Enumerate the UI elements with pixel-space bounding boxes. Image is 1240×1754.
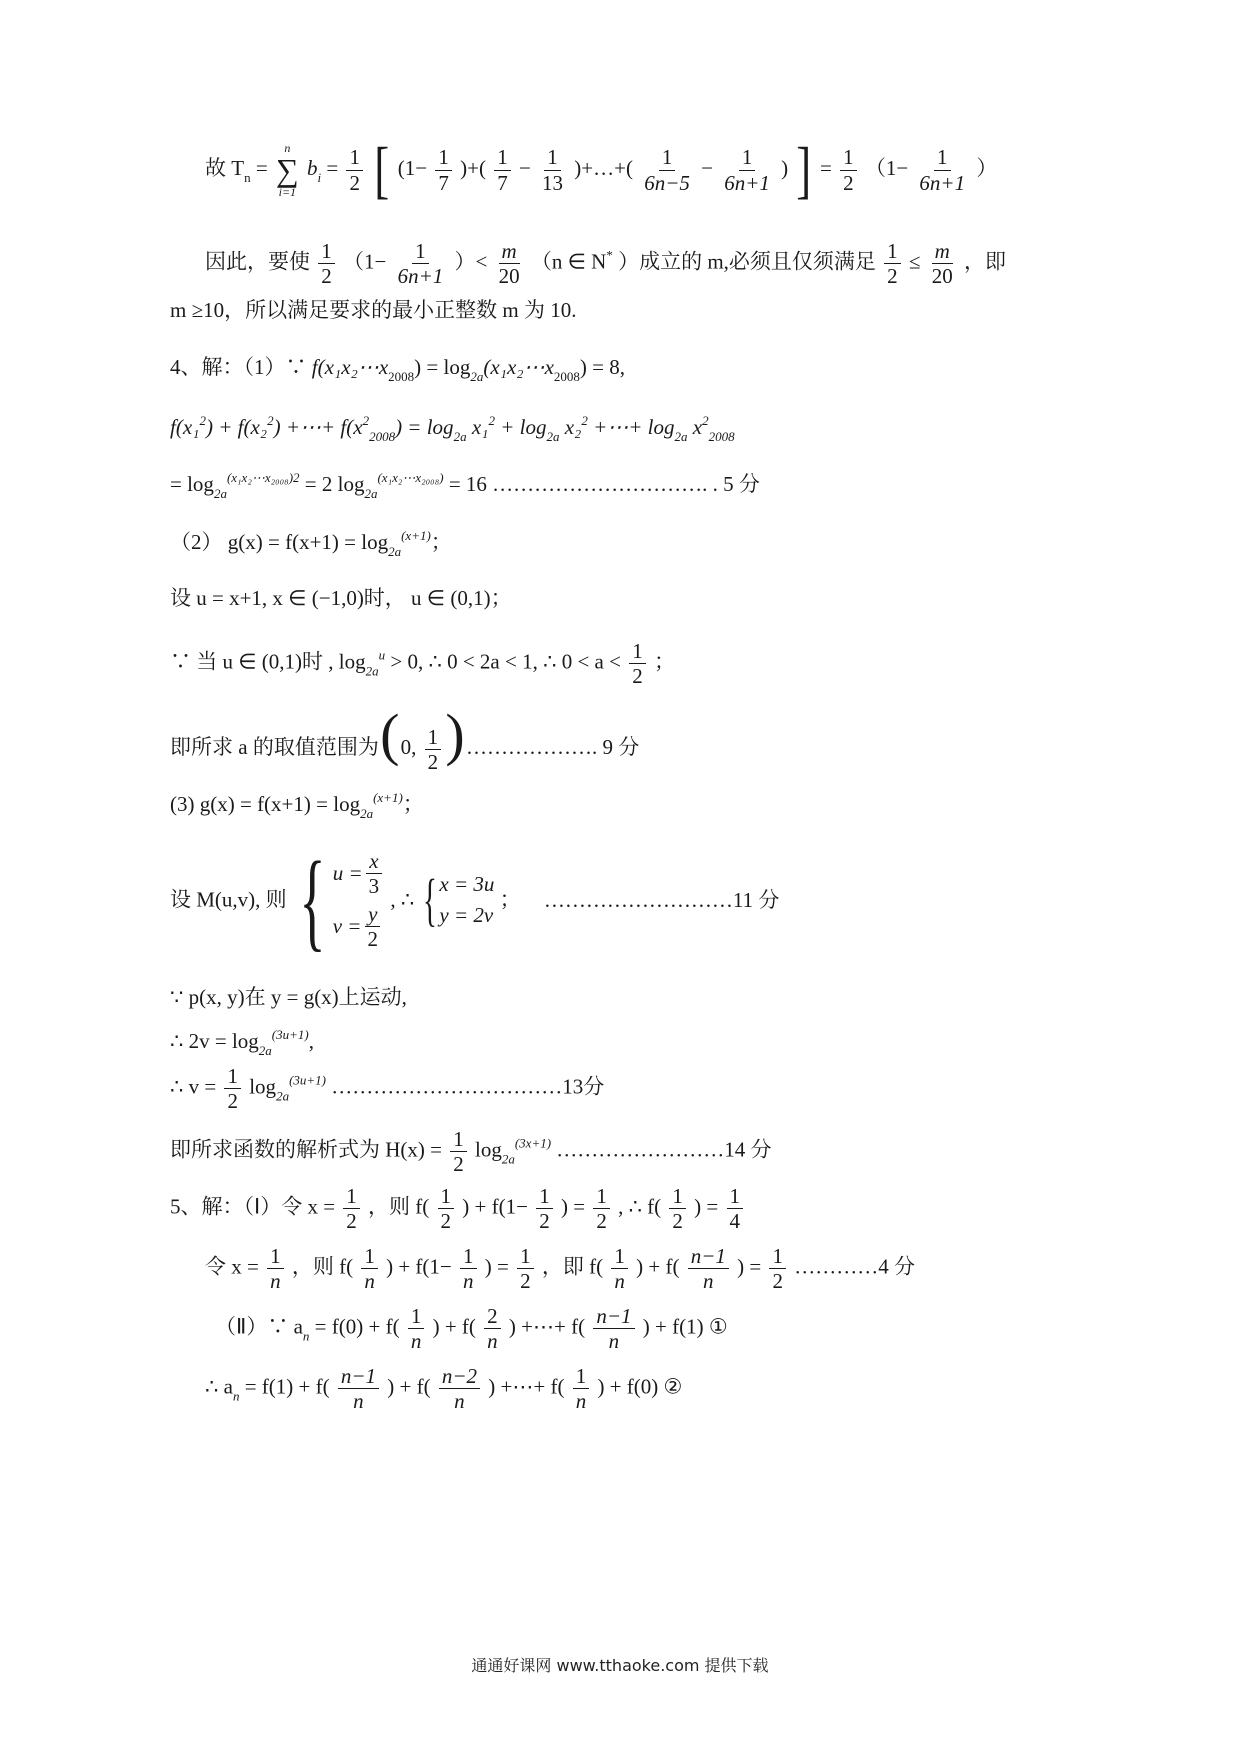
text: ) + f(1−	[462, 1194, 528, 1219]
problem-5-general	[205, 1245, 915, 1292]
text: =	[819, 155, 832, 180]
text: (3) g(x) = f(x+1) = log	[170, 792, 361, 816]
num: 1	[884, 240, 901, 264]
den: n	[703, 1269, 714, 1294]
den: 6n+1	[919, 170, 966, 195]
subscript: 2a	[470, 369, 484, 384]
superscript: (x+1)	[401, 528, 431, 543]
subscript: 2008	[369, 429, 396, 444]
den: 20	[498, 264, 520, 289]
text: 4、解：（1）∵	[170, 355, 312, 379]
score-marker: …………4 分	[794, 1254, 915, 1279]
text: (x₁x₂⋯x	[483, 355, 554, 379]
num: n−1	[338, 1365, 379, 1389]
superscript: 2	[702, 413, 709, 428]
system-row	[333, 850, 385, 897]
den: 2	[346, 1209, 357, 1234]
fraction	[840, 146, 857, 193]
num: 1	[536, 1185, 553, 1209]
num: 1	[544, 146, 561, 170]
text: ，则 f(	[291, 1254, 354, 1279]
den: n	[454, 1389, 465, 1414]
fraction	[593, 1305, 634, 1352]
fraction	[611, 1245, 628, 1292]
superscript: 2	[362, 413, 370, 428]
text: ；	[430, 530, 452, 554]
score-marker: ……………………………13分	[331, 1074, 605, 1099]
problem-4-result	[170, 470, 760, 502]
superscript: (3x+1)	[514, 1135, 552, 1151]
problem-4-sum	[170, 413, 735, 445]
fraction	[629, 640, 646, 687]
text: ）	[976, 155, 998, 180]
fraction	[517, 1245, 534, 1292]
text: ) = log	[395, 415, 454, 439]
range-derivation	[170, 640, 675, 687]
text: )+(	[460, 155, 486, 180]
num: n−1	[593, 1305, 634, 1329]
num: 1	[224, 1065, 241, 1089]
text: ∴ 2v = log	[170, 1029, 259, 1053]
range-result	[170, 702, 640, 774]
system-2	[420, 867, 495, 933]
fraction	[688, 1245, 729, 1292]
text: ；	[402, 792, 424, 816]
text: ,	[308, 1029, 314, 1053]
left-brace-icon: {	[422, 867, 437, 933]
num: y	[365, 903, 380, 927]
text: ) = log	[414, 355, 471, 379]
fraction	[536, 1185, 553, 1232]
system-rows	[333, 850, 385, 950]
den: 2	[672, 1209, 683, 1234]
superscript: *	[606, 247, 613, 263]
den: 2	[453, 1152, 464, 1177]
subscript: 2008	[388, 369, 415, 384]
text: ) + f(1) ①	[642, 1314, 728, 1339]
den: 3	[368, 874, 380, 899]
fraction	[267, 1245, 284, 1292]
fraction	[769, 1245, 786, 1292]
v-derivation	[170, 1027, 314, 1059]
den: 2	[440, 1209, 452, 1234]
system-rows	[439, 872, 494, 928]
subscript: n	[302, 1328, 310, 1344]
text: ∴ a	[205, 1374, 233, 1399]
text: )+…+(	[574, 155, 633, 180]
den: 7	[497, 170, 508, 195]
right-bracket-icon: ]	[796, 134, 812, 205]
fraction	[460, 1245, 477, 1292]
fraction	[450, 1128, 467, 1175]
num: 1	[659, 146, 676, 170]
right-paren-icon: )	[445, 702, 465, 767]
fraction	[343, 1185, 360, 1232]
den: 2	[520, 1269, 531, 1294]
num: 1	[438, 1185, 455, 1209]
text: +⋯+ log	[587, 415, 675, 439]
score-marker: …………………………. . 5 分	[492, 472, 760, 496]
subscript: 2a	[360, 806, 374, 821]
text: ；	[653, 649, 675, 674]
text: ；	[499, 887, 521, 912]
fraction	[318, 240, 335, 287]
fraction	[669, 1185, 686, 1232]
text: （2） g(x) = f(x+1) = log	[170, 530, 389, 554]
text: x₁	[466, 415, 489, 439]
text: ) + f(x₂	[205, 415, 268, 439]
subscript: n	[244, 169, 251, 185]
text: b	[306, 155, 318, 180]
text: 令 x =	[205, 1254, 259, 1279]
den: 2	[227, 1089, 238, 1114]
superscript: 2	[199, 413, 206, 428]
fraction	[539, 146, 566, 193]
fraction	[721, 146, 773, 193]
text: = f(0) + f(	[314, 1314, 400, 1339]
text: ) + f(1−	[386, 1254, 452, 1279]
summation-icon	[276, 142, 299, 198]
num: 1	[573, 1365, 590, 1389]
text: = 2 log	[299, 472, 365, 496]
fraction	[727, 1185, 744, 1232]
text: （n ∈ N	[530, 249, 607, 274]
fraction	[224, 1065, 241, 1112]
problem-4-part-2	[170, 528, 452, 560]
num: 1	[494, 146, 511, 170]
num: 1	[460, 1245, 477, 1269]
num: n−2	[439, 1365, 480, 1389]
subscript: 2008	[708, 429, 735, 444]
den: n	[364, 1269, 375, 1294]
fraction	[439, 1365, 480, 1412]
text: ) +⋯+ f(	[488, 1374, 565, 1399]
den: n	[614, 1269, 625, 1294]
fraction	[338, 1365, 379, 1412]
text: ，即 f(	[541, 1254, 604, 1279]
num: m	[932, 240, 953, 264]
fraction	[435, 146, 452, 193]
superscript: 2	[488, 413, 495, 428]
text: 即所求 a 的取值范围为	[170, 735, 379, 759]
subscript: 2a	[388, 544, 402, 559]
fraction	[364, 903, 381, 950]
subscript: 2a	[258, 1043, 272, 1058]
num: 1	[318, 240, 335, 264]
fraction	[929, 240, 956, 287]
text: = 16	[443, 472, 493, 496]
subscript: i	[317, 169, 322, 185]
text: ∵ 当 u ∈ (0,1)时 , log	[170, 649, 366, 674]
den: 13	[542, 170, 564, 195]
sum-upper: n	[284, 141, 291, 155]
text: v =	[332, 914, 362, 939]
left-bracket-icon: [	[374, 134, 390, 205]
text: ) = 8,	[579, 355, 625, 379]
fraction	[641, 146, 693, 193]
num: x	[366, 850, 381, 874]
system-row: x = 3u	[439, 871, 495, 896]
fraction	[916, 146, 968, 193]
num: 1	[343, 1185, 360, 1209]
num: 1	[450, 1128, 467, 1152]
text: x	[687, 415, 703, 439]
den: n	[353, 1389, 364, 1414]
text: u =	[332, 860, 363, 885]
num: 1	[361, 1245, 378, 1269]
num: m	[499, 240, 520, 264]
num: 1	[408, 1305, 425, 1329]
text: 5、解：（Ⅰ）令 x =	[170, 1194, 336, 1219]
den: 6n−5	[644, 170, 690, 195]
problem-4-part-3	[170, 790, 424, 822]
problem-5-reverse	[205, 1365, 682, 1412]
den: n	[270, 1269, 281, 1294]
num: 2	[484, 1305, 501, 1329]
score-marker: ………………………11 分	[543, 887, 780, 912]
text: 0,	[400, 735, 417, 759]
subscript: n	[232, 1388, 240, 1404]
num: 1	[727, 1185, 744, 1209]
den: 20	[931, 264, 953, 289]
text: ) =	[694, 1194, 719, 1219]
den: 4	[729, 1209, 741, 1234]
superscript: (x₁x₂⋯x₂₀₀₈)	[377, 470, 444, 485]
text: 设 M(u,v), 则	[170, 887, 287, 912]
fraction	[425, 726, 442, 773]
text: 即所求函数的解析式为 H(x) =	[170, 1137, 442, 1162]
condition-line	[205, 240, 1006, 287]
den: 6n+1	[724, 170, 770, 195]
text: ) + f(0) ②	[597, 1374, 683, 1399]
num: 1	[611, 1245, 628, 1269]
num: 1	[934, 146, 951, 170]
text: ≤	[908, 249, 921, 274]
left-paren-icon: (	[380, 702, 400, 767]
equation-system-line	[170, 839, 780, 962]
text: ) =	[737, 1254, 762, 1279]
subscript: 2a	[365, 663, 379, 679]
system-1	[292, 839, 385, 962]
substitution-line: 设 u = x+1, x ∈ (−1,0)时， u ∈ (0,1)；	[170, 586, 512, 610]
text: + log	[494, 415, 547, 439]
text: ) + f(	[636, 1254, 680, 1279]
v-result	[170, 1065, 604, 1112]
fraction	[438, 1185, 455, 1232]
text: f(x₁	[170, 415, 200, 439]
num: 1	[669, 1185, 686, 1209]
system-row: y = 2v	[439, 903, 494, 928]
text: （Ⅱ）∵ a	[215, 1314, 303, 1339]
motion-line: ∵ p(x, y)在 y = g(x)上运动,	[170, 985, 407, 1009]
superscript: 2	[267, 413, 274, 428]
fraction	[408, 1305, 425, 1352]
num: 1	[435, 146, 452, 170]
text: ) =	[484, 1254, 509, 1279]
num: 1	[739, 146, 756, 170]
text: , ∴ f(	[618, 1194, 662, 1219]
text: ) + f(	[387, 1374, 431, 1399]
fraction	[494, 146, 511, 193]
text: ) =	[560, 1194, 586, 1219]
text: 故 T	[205, 155, 245, 180]
num: 1	[425, 726, 442, 750]
superscript: (x₁x₂⋯x₂₀₀₈)2	[226, 470, 300, 485]
fraction	[361, 1245, 378, 1292]
text: 因此，要使	[205, 249, 310, 274]
subscript: 2008	[553, 369, 580, 384]
den: 6n+1	[397, 264, 444, 289]
score-marker: ………………. 9 分	[465, 735, 640, 759]
fraction	[593, 1185, 610, 1232]
text: log	[249, 1074, 277, 1099]
den: 2	[632, 664, 643, 689]
superscript: 2	[581, 413, 588, 428]
num: 1	[517, 1245, 534, 1269]
den: n	[487, 1329, 498, 1354]
text: = f(1) + f(	[244, 1374, 330, 1399]
problem-4-part-1	[170, 355, 625, 385]
subscript: 2a	[674, 429, 688, 444]
text: ) +⋯+ f(x	[273, 415, 363, 439]
text: f(x₁x₂⋯x	[311, 355, 389, 379]
fraction	[573, 1365, 590, 1412]
text: （1−	[343, 249, 387, 274]
conclusion-line: m ≥10，所以满足要求的最小正整数 m 为 10.	[170, 298, 577, 322]
text: log	[475, 1137, 502, 1162]
problem-5-part-2	[215, 1305, 728, 1352]
text: x₂	[559, 415, 582, 439]
num: n−1	[688, 1245, 729, 1269]
den: n	[410, 1329, 422, 1354]
text: > 0, ∴ 0 < 2a < 1, ∴ 0 < a <	[385, 649, 621, 674]
num: 1	[593, 1185, 610, 1209]
num: 1	[412, 240, 429, 264]
text: , ∴	[390, 887, 415, 912]
fraction	[884, 240, 901, 287]
den: 2	[349, 170, 360, 195]
num: 1	[840, 146, 857, 170]
fraction	[366, 850, 383, 897]
fraction	[484, 1305, 501, 1352]
text: ，则 f(	[368, 1194, 430, 1219]
subscript: 2a	[453, 429, 467, 444]
num: 1	[267, 1245, 284, 1269]
text: ）成立的 m,必须且仅须满足	[618, 249, 876, 274]
fraction	[346, 146, 363, 193]
page-footer: 通通好课网 www.tthaoke.com 提供下载	[471, 1656, 769, 1675]
text: = log	[170, 472, 214, 496]
den: 2	[596, 1209, 607, 1234]
num: 1	[769, 1245, 786, 1269]
superscript: (3u+1)	[271, 1027, 309, 1042]
text: ）<	[454, 249, 488, 274]
text: −	[518, 155, 531, 180]
den: 7	[438, 170, 449, 195]
den: n	[575, 1389, 587, 1414]
sigma-glyph: ∑	[275, 152, 299, 188]
sum-lower: i=1	[278, 185, 297, 199]
subscript: 2a	[213, 486, 227, 501]
text: ，即	[963, 249, 1006, 274]
subscript: 2a	[364, 486, 378, 501]
score-marker: ……………………14 分	[556, 1137, 772, 1162]
superscript: u	[378, 647, 386, 663]
den: 2	[321, 264, 332, 289]
text: ) +⋯+ f(	[508, 1314, 586, 1339]
fraction	[496, 240, 523, 287]
superscript: (3u+1)	[289, 1072, 326, 1088]
text: =	[255, 155, 268, 180]
left-brace-icon: {	[299, 839, 326, 962]
h-result	[170, 1128, 772, 1175]
num: 1	[346, 146, 363, 170]
den: 2	[427, 749, 439, 774]
den: 2	[539, 1209, 550, 1234]
text: ∴ v =	[170, 1074, 217, 1099]
text: （1−	[864, 155, 909, 180]
text: ) + f(	[432, 1314, 476, 1339]
superscript: (x+1)	[373, 790, 403, 805]
text: =	[326, 155, 339, 180]
fraction	[395, 240, 447, 287]
den: 2	[772, 1269, 783, 1294]
num: 1	[629, 640, 646, 664]
den: n	[608, 1329, 620, 1354]
den: 2	[843, 170, 854, 195]
text: (1−	[397, 155, 428, 180]
problem-5-part-1	[170, 1185, 746, 1232]
subscript: 2a	[501, 1151, 515, 1167]
den: 2	[367, 927, 378, 952]
text: −	[701, 155, 713, 180]
subscript: 2a	[546, 429, 560, 444]
text: )	[781, 155, 789, 180]
system-row	[333, 903, 385, 950]
den: 2	[887, 264, 898, 289]
subscript: 2a	[276, 1088, 290, 1104]
formula-tn	[205, 134, 998, 205]
den: n	[463, 1269, 474, 1294]
